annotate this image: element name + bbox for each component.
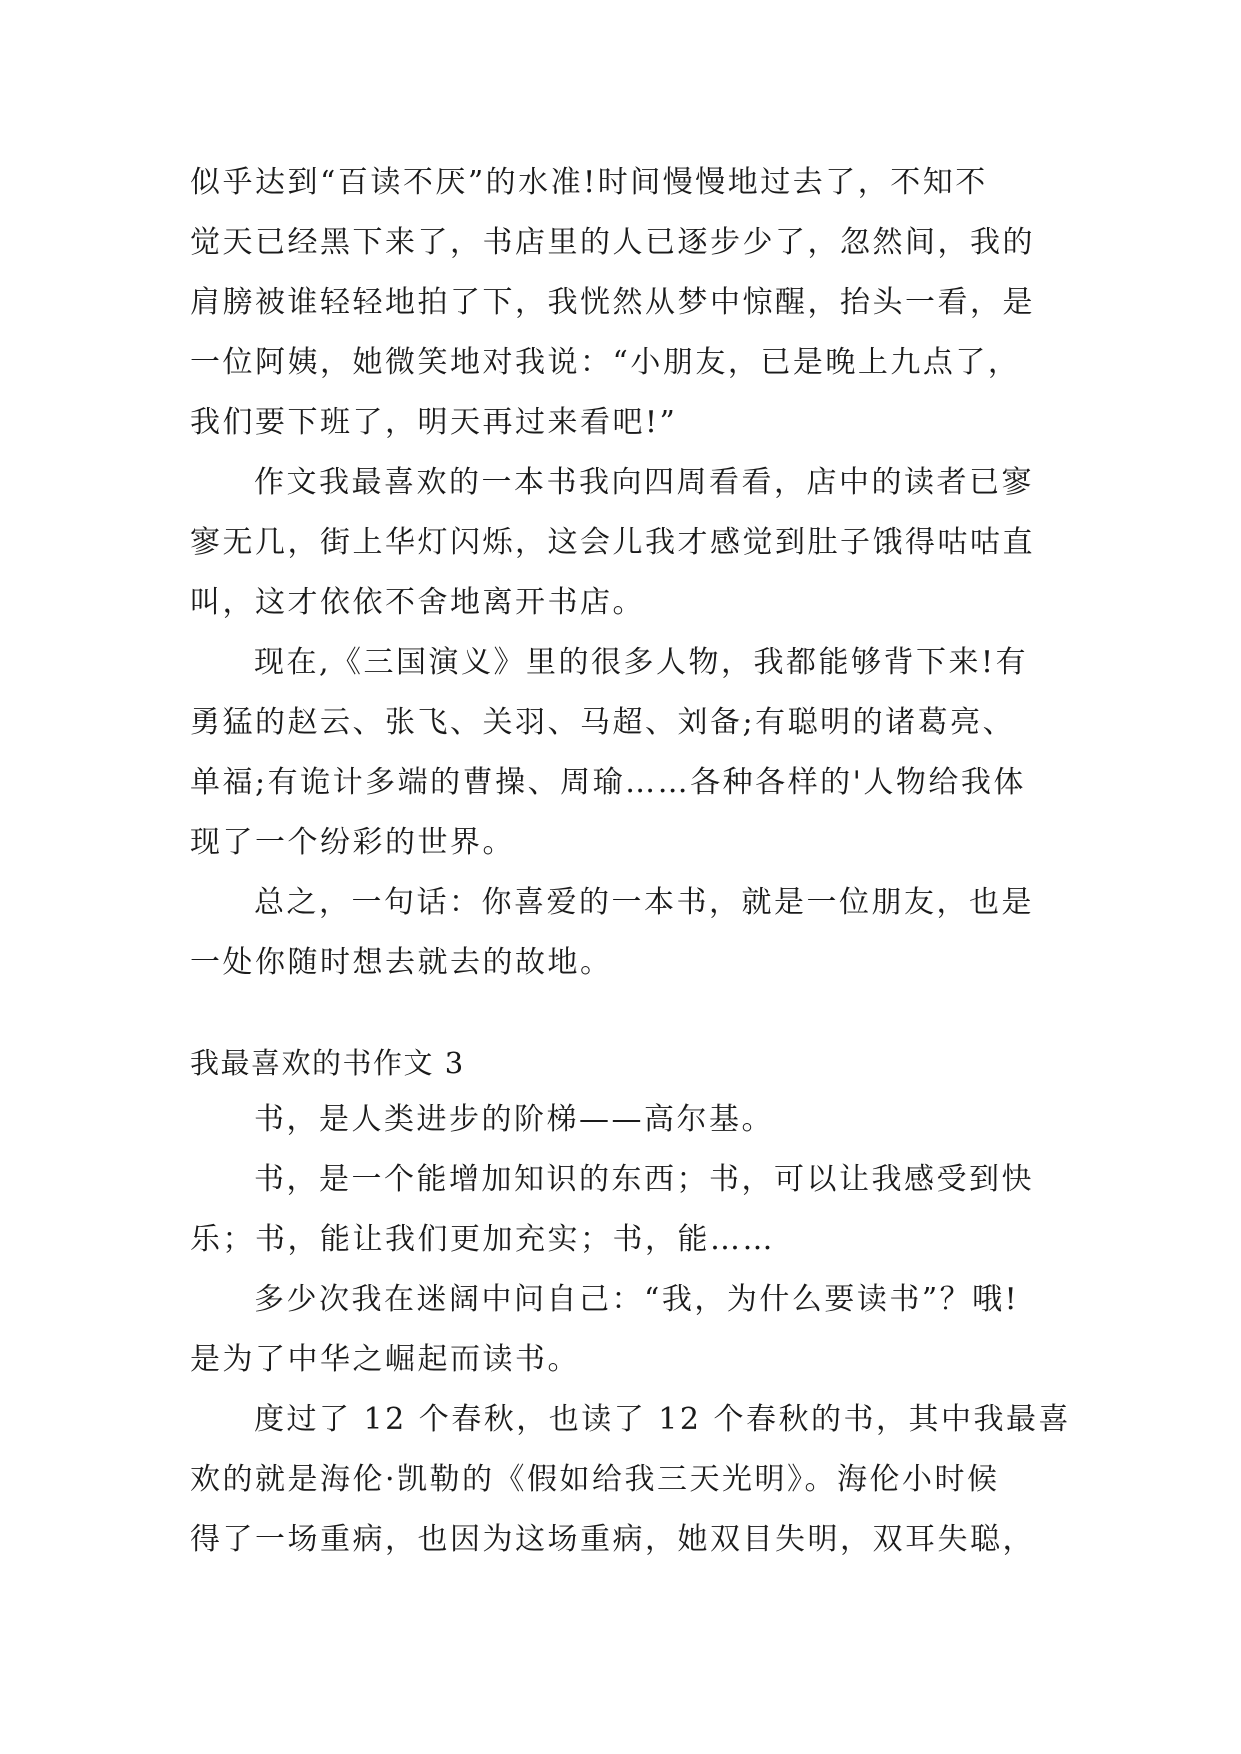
paragraph-line: 勇猛的赵云、张飞、关羽、马超、刘备;有聪明的诸葛亮、 <box>190 705 1016 740</box>
paragraph-line: 觉天已经黑下来了，书店里的人已逐步少了，忽然间，我的 <box>190 225 1035 260</box>
paragraph-line: 寥无几，街上华灯闪烁，这会儿我才感觉到肚子饿得咕咕直 <box>190 525 1035 560</box>
paragraph-line: 书，是人类进步的阶梯——高尔基。 <box>254 1102 774 1137</box>
paragraph-line: 是为了中华之崛起而读书。 <box>190 1342 580 1377</box>
paragraph-line: 得了一场重病，也因为这场重病，她双目失明，双耳失聪， <box>190 1522 1035 1557</box>
paragraph-line: 书，是一个能增加知识的东西；书，可以让我感受到快 <box>254 1162 1034 1197</box>
paragraph-line: 作文我最喜欢的一本书我向四周看看，店中的读者已寥 <box>254 465 1034 500</box>
paragraph-line: 欢的就是海伦·凯勒的《假如给我三天光明》。海伦小时候 <box>190 1462 1000 1497</box>
paragraph-line: 我们要下班了，明天再过来看吧!” <box>190 405 678 440</box>
paragraph-line: 现了一个纷彩的世界。 <box>190 825 515 860</box>
paragraph-line: 似乎达到“百读不厌”的水准!时间慢慢地过去了，不知不 <box>190 165 988 200</box>
paragraph-line: 乐；书，能让我们更加充实；书，能…… <box>190 1222 775 1257</box>
paragraph-line: 一处你随时想去就去的故地。 <box>190 945 613 980</box>
paragraph-line: 一位阿姨，她微笑地对我说：“小朋友，已是晚上九点了， <box>190 345 1021 380</box>
paragraph-line: 肩膀被谁轻轻地拍了下，我恍然从梦中惊醒，抬头一看，是 <box>190 285 1035 320</box>
paragraph-line: 多少次我在迷阔中问自己：“我，为什么要读书”？哦! <box>254 1282 1020 1317</box>
paragraph-line: 单福;有诡计多端的曹操、周瑜……各种各样的'人物给我体 <box>190 765 1026 800</box>
section-title: 我最喜欢的书作文 3 <box>190 1046 465 1080</box>
paragraph-line: 现在,《三国演义》里的很多人物，我都能够背下来!有 <box>254 645 1029 680</box>
paragraph-line: 总之，一句话：你喜爱的一本书，就是一位朋友，也是 <box>254 885 1034 920</box>
paragraph-line: 度过了 12 个春秋，也读了 12 个春秋的书，其中我最喜 <box>254 1402 1071 1437</box>
paragraph-line: 叫，这才依依不舍地离开书店。 <box>190 585 645 620</box>
